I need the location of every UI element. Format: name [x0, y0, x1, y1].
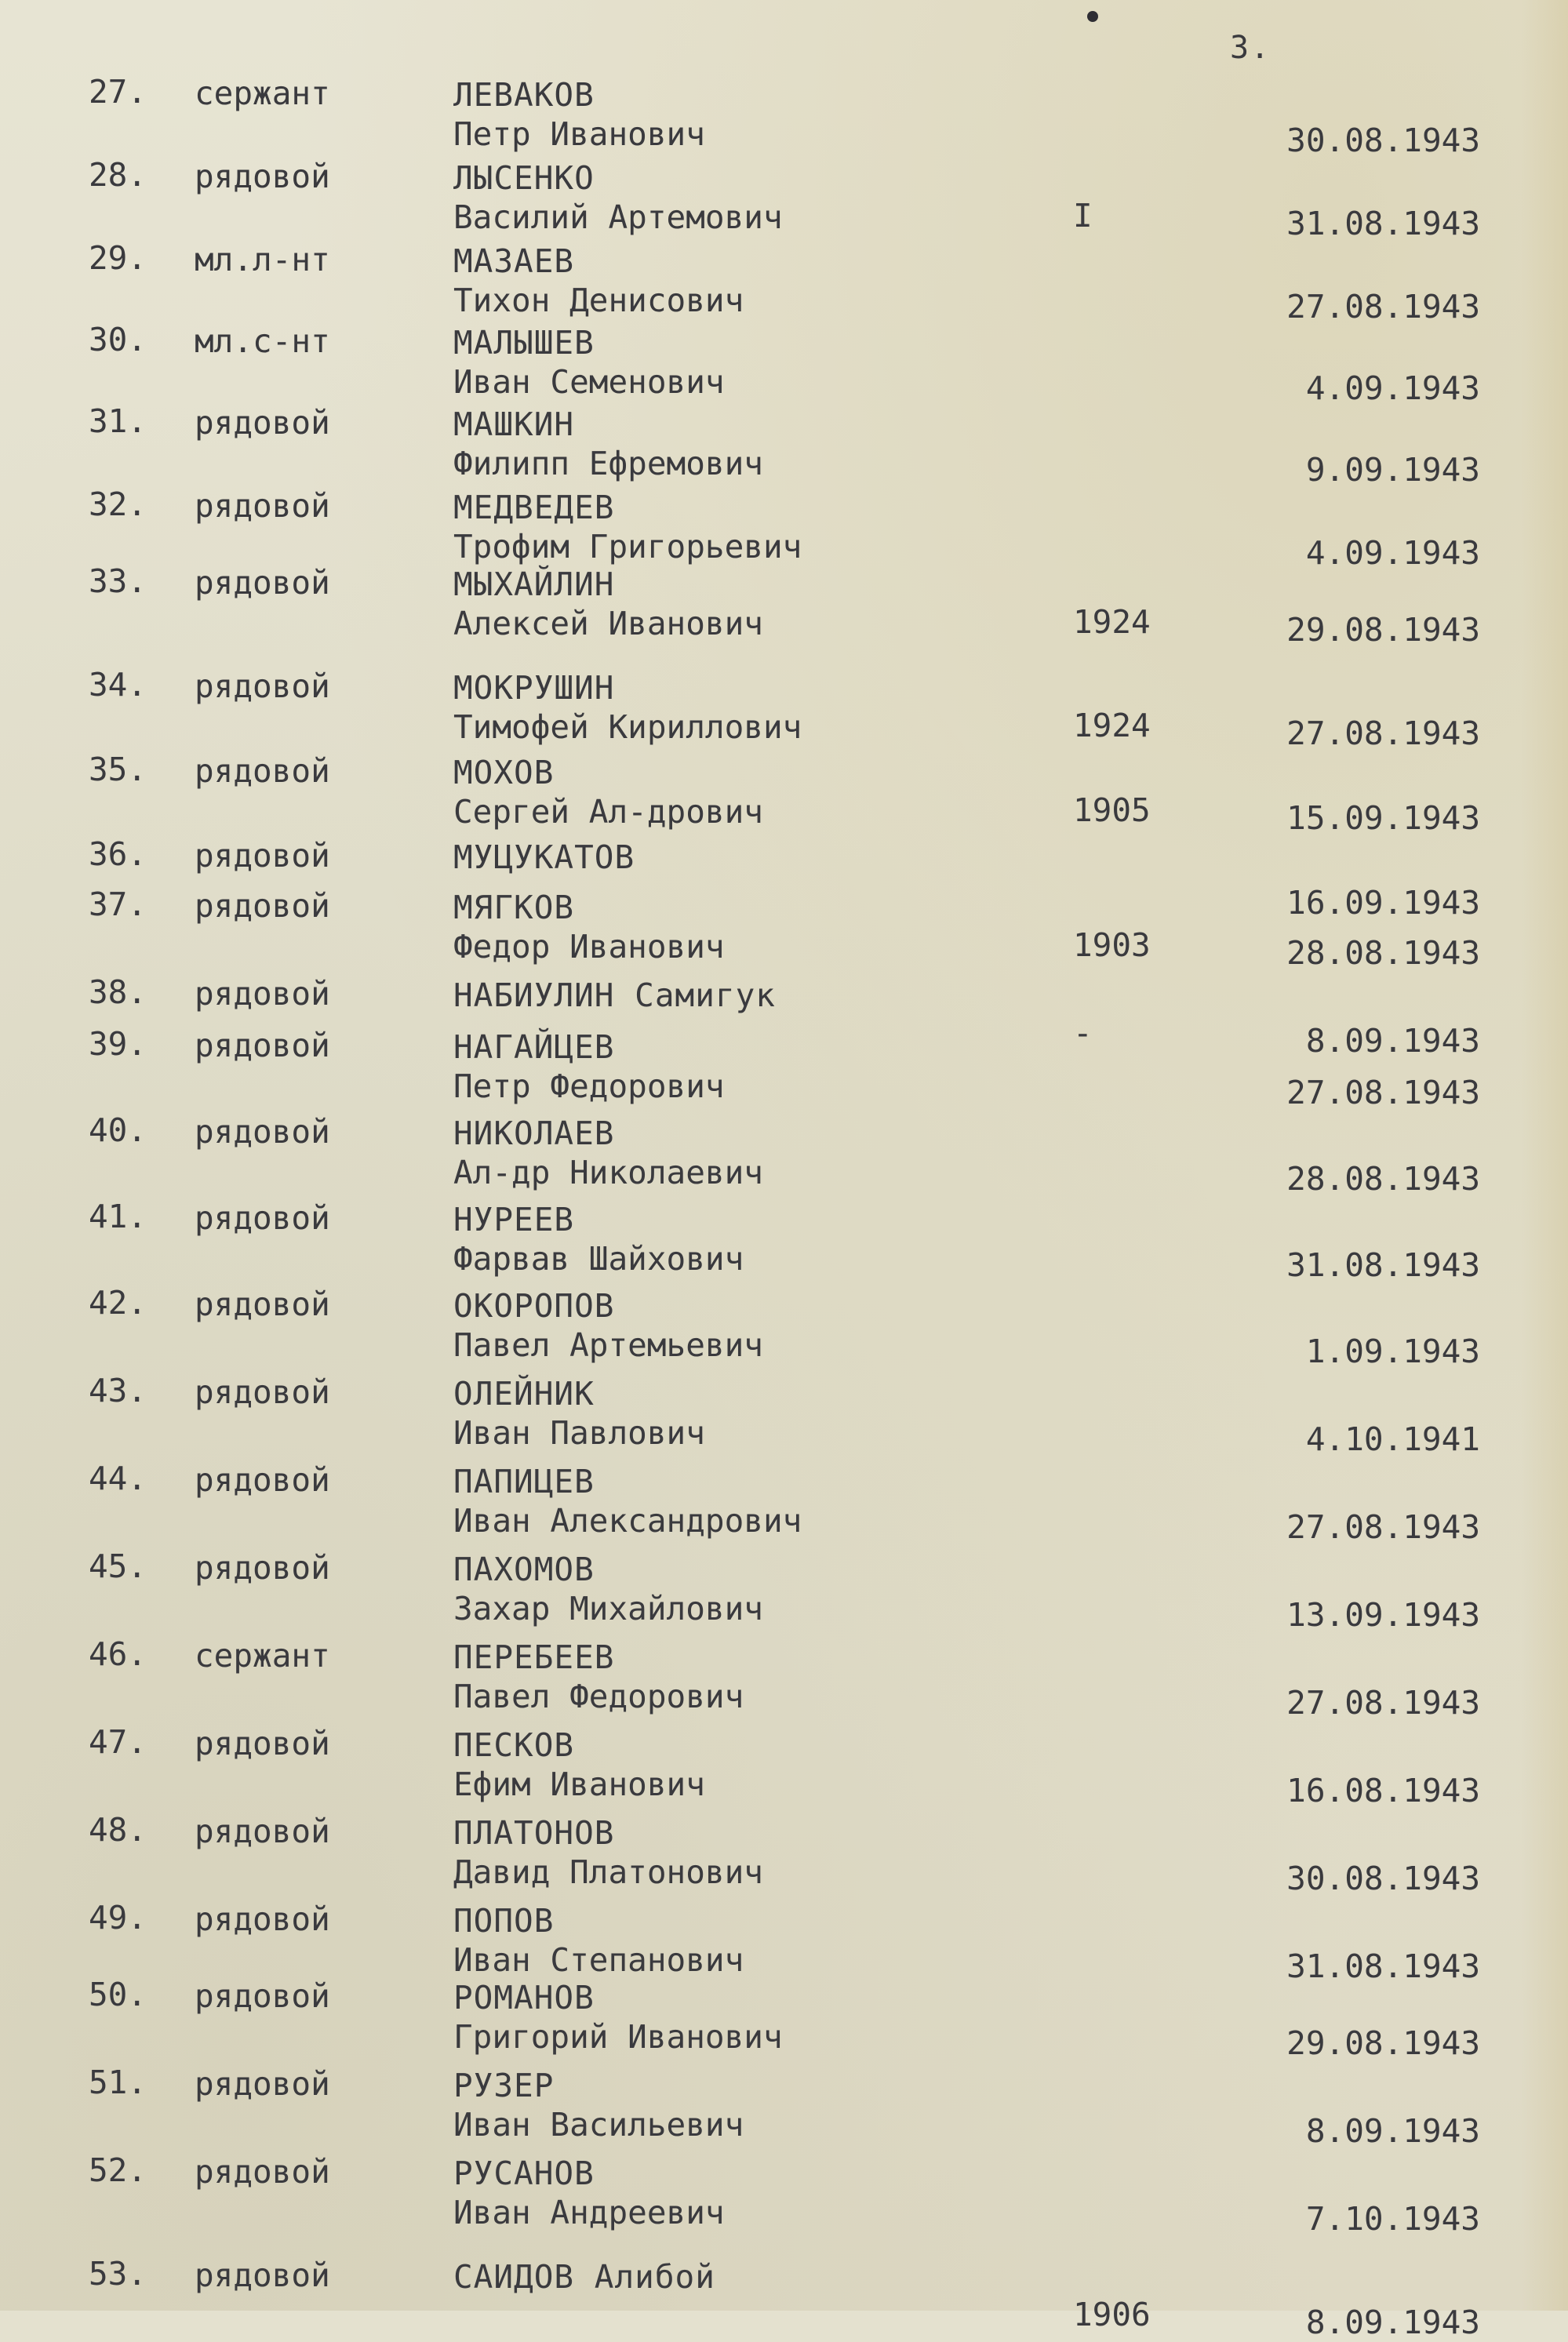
entry-surname: НУРЕЕВ	[453, 1201, 575, 1238]
entry-number: 48.	[89, 1811, 147, 1849]
entry-birth-year: 1903	[1073, 926, 1151, 964]
entry-birth-year: 1924	[1073, 603, 1151, 641]
entry-surname: МАШКИН	[453, 405, 575, 443]
entry-given-name: Ефим Иванович	[453, 1766, 705, 1803]
entry-rank: рядовой	[195, 2257, 330, 2294]
entry-surname: САИДОВ Алибой	[453, 2258, 715, 2296]
list-item	[0, 1635, 1568, 1721]
entry-given-name: Трофим Григорьевич	[453, 528, 802, 565]
entry-rank: рядовой	[195, 887, 330, 925]
entry-date: 31.08.1943	[1286, 1246, 1480, 1284]
entry-surname: РУСАНОВ	[453, 2155, 595, 2192]
entry-date: 31.08.1943	[1286, 205, 1480, 242]
list-item	[0, 402, 1568, 488]
entry-rank: рядовой	[195, 1725, 330, 1762]
entry-surname: ПАПИЦЕВ	[453, 1463, 595, 1500]
entry-given-name: Петр Федорович	[453, 1067, 725, 1105]
entry-number: 34.	[89, 666, 147, 704]
list-item	[0, 1722, 1568, 1809]
entry-given-name: Василий Артемович	[453, 198, 783, 236]
entry-rank: рядовой	[195, 158, 330, 195]
entry-rank: рядовой	[195, 1549, 330, 1587]
entry-number: 40.	[89, 1111, 147, 1149]
entry-given-name: Тихон Денисович	[453, 282, 744, 319]
entry-number: 27.	[89, 73, 147, 111]
entry-given-name: Филипп Ефремович	[453, 445, 763, 482]
entry-birth-year: 1905	[1073, 791, 1151, 829]
entry-birth-year: 1906	[1073, 2296, 1151, 2333]
entry-number: 30.	[89, 321, 147, 358]
list-item	[0, 1547, 1568, 1633]
list-item	[0, 485, 1568, 571]
entry-rank: рядовой	[195, 487, 330, 525]
entry-rank: рядовой	[195, 2153, 330, 2191]
entry-rank: рядовой	[195, 837, 330, 875]
entry-given-name: Иван Александрович	[453, 1502, 802, 1540]
entry-date: 29.08.1943	[1286, 611, 1480, 649]
entry-rank: рядовой	[195, 667, 330, 705]
list-item	[0, 665, 1568, 751]
entry-date: 27.08.1943	[1286, 288, 1480, 325]
entry-rank: рядовой	[195, 1286, 330, 1323]
entry-number: 51.	[89, 2064, 147, 2101]
entry-given-name: Захар Михайлович	[453, 1590, 763, 1627]
entry-date: 30.08.1943	[1286, 1860, 1480, 1897]
entry-given-name: Петр Иванович	[453, 115, 705, 153]
entry-date: 8.09.1943	[1305, 2304, 1480, 2341]
entry-rank: рядовой	[195, 975, 330, 1013]
entry-date: 4.10.1941	[1305, 1420, 1480, 1458]
entry-number: 39.	[89, 1025, 147, 1063]
entry-date: 1.09.1943	[1305, 1333, 1480, 1370]
entry-rank: мл.с-нт	[195, 322, 330, 360]
entry-rank: сержант	[195, 75, 330, 112]
entry-date: 4.09.1943	[1305, 534, 1480, 572]
entry-given-name: Ал-др Николаевич	[453, 1154, 763, 1191]
entry-birth-year: I	[1073, 197, 1093, 235]
entry-number: 44.	[89, 1460, 147, 1497]
list-item	[0, 155, 1568, 242]
entry-date: 27.08.1943	[1286, 1508, 1480, 1546]
entry-date: 30.08.1943	[1286, 122, 1480, 159]
entry-surname: ОЛЕЙНИК	[453, 1375, 595, 1413]
entry-rank: рядовой	[195, 2065, 330, 2103]
entry-date: 27.08.1943	[1286, 1074, 1480, 1111]
list-item	[0, 320, 1568, 406]
entry-surname: ПЕСКОВ	[453, 1726, 575, 1764]
list-item	[0, 1810, 1568, 1897]
list-item	[0, 1024, 1568, 1111]
entry-number: 41.	[89, 1198, 147, 1235]
entry-birth-year: 1924	[1073, 707, 1151, 744]
entry-surname: МОХОВ	[453, 754, 555, 791]
entry-date: 27.08.1943	[1286, 715, 1480, 752]
list-item	[0, 1371, 1568, 1457]
entry-date: 13.09.1943	[1286, 1596, 1480, 1634]
list-item	[0, 1111, 1568, 1197]
list-item	[0, 2063, 1568, 2149]
entry-date: 27.08.1943	[1286, 1684, 1480, 1722]
entry-surname: МЫХАЙЛИН	[453, 565, 615, 603]
entry-surname: МЯГКОВ	[453, 889, 575, 926]
entry-given-name: Иван Андреевич	[453, 2194, 725, 2231]
entry-rank: рядовой	[195, 1813, 330, 1850]
entry-given-name: Иван Семенович	[453, 363, 725, 401]
entry-number: 52.	[89, 2151, 147, 2189]
entry-number: 50.	[89, 1976, 147, 2013]
entry-given-name: Григорий Иванович	[453, 2018, 783, 2056]
entry-given-name: Иван Павлович	[453, 1414, 705, 1452]
list-item	[0, 1283, 1568, 1369]
entry-number: 32.	[89, 485, 147, 523]
entry-rank: рядовой	[195, 1199, 330, 1237]
entry-surname: НАБИУЛИН Самигук	[453, 976, 776, 1014]
entry-surname: ПАХОМОВ	[453, 1551, 595, 1588]
list-item	[0, 1975, 1568, 2061]
entry-rank: рядовой	[195, 564, 330, 602]
entry-date: 29.08.1943	[1286, 2024, 1480, 2062]
entry-given-name: Алексей Иванович	[453, 605, 763, 642]
entry-surname: ПЛАТОНОВ	[453, 1814, 615, 1852]
entry-date: 4.09.1943	[1305, 369, 1480, 407]
entry-number: 36.	[89, 835, 147, 873]
entry-date: 31.08.1943	[1286, 1947, 1480, 1985]
entry-rank: мл.л-нт	[195, 241, 330, 278]
entry-surname: РОМАНОВ	[453, 1979, 595, 2017]
entry-rank: рядовой	[195, 1113, 330, 1151]
list-item	[0, 1898, 1568, 1984]
list-item	[0, 72, 1568, 158]
entry-number: 42.	[89, 1284, 147, 1322]
entry-number: 38.	[89, 973, 147, 1011]
entry-rank: сержант	[195, 1637, 330, 1675]
page-number: 3.	[1230, 30, 1271, 66]
list-item	[0, 562, 1568, 648]
entry-surname: ЛЕВАКОВ	[453, 76, 595, 114]
entry-date: 7.10.1943	[1305, 2200, 1480, 2238]
entry-given-name: Павел Артемьевич	[453, 1326, 763, 1364]
entry-date: 8.09.1943	[1305, 1022, 1480, 1060]
list-item	[0, 750, 1568, 836]
entry-rank: рядовой	[195, 1373, 330, 1411]
entry-number: 31.	[89, 402, 147, 440]
entry-number: 37.	[89, 886, 147, 923]
list-item	[0, 1197, 1568, 1283]
list-item	[0, 238, 1568, 325]
entry-surname: МУЦУКАТОВ	[453, 838, 635, 876]
entry-number: 46.	[89, 1635, 147, 1673]
entry-given-name: Давид Платонович	[453, 1853, 763, 1891]
entry-number: 29.	[89, 239, 147, 277]
entry-given-name: Иван Васильевич	[453, 2106, 744, 2144]
entry-surname: ПОПОВ	[453, 1902, 555, 1940]
entry-surname: МАЛЫШЕВ	[453, 324, 595, 362]
entry-number: 53.	[89, 2255, 147, 2293]
entry-surname: НАГАЙЦЕВ	[453, 1028, 615, 1066]
entry-surname: ЛЫСЕНКО	[453, 159, 595, 197]
entry-surname: ПЕРЕБЕЕВ	[453, 1638, 615, 1676]
entry-date: 8.09.1943	[1305, 2112, 1480, 2150]
entry-rank: рядовой	[195, 1461, 330, 1499]
entry-given-name: Павел Федорович	[453, 1678, 744, 1715]
list-item	[0, 2254, 1568, 2340]
entry-number: 45.	[89, 1547, 147, 1585]
list-item	[0, 885, 1568, 971]
entry-date: 15.09.1943	[1286, 799, 1480, 837]
entry-surname: МОКРУШИН	[453, 669, 615, 707]
entry-number: 28.	[89, 156, 147, 194]
entry-rank: рядовой	[195, 1900, 330, 1938]
entry-surname: НИКОЛАЕВ	[453, 1115, 615, 1152]
entry-given-name: Сергей Ал-дрович	[453, 793, 763, 831]
entry-surname: МЕДВЕДЕВ	[453, 489, 615, 526]
entry-date: 28.08.1943	[1286, 934, 1480, 972]
entry-surname: РУЗЕР	[453, 2067, 555, 2104]
list-item	[0, 1459, 1568, 1545]
entry-number: 35.	[89, 751, 147, 788]
entry-date: 9.09.1943	[1305, 451, 1480, 489]
entry-given-name: Тимофей Кириллович	[453, 708, 802, 746]
list-item	[0, 2151, 1568, 2237]
entry-rank: рядовой	[195, 1977, 330, 2015]
entry-rank: рядовой	[195, 1027, 330, 1064]
entry-surname: МАЗАЕВ	[453, 242, 575, 280]
entry-number: 49.	[89, 1899, 147, 1937]
entry-number: 47.	[89, 1723, 147, 1761]
entry-given-name: Иван Степанович	[453, 1941, 744, 1979]
entry-rank: рядовой	[195, 404, 330, 442]
entry-surname: ОКОРОПОВ	[453, 1287, 615, 1325]
entry-rank: рядовой	[195, 752, 330, 790]
entry-birth-year: -	[1073, 1014, 1093, 1052]
entry-number: 33.	[89, 562, 147, 600]
entry-date: 16.09.1943	[1286, 884, 1480, 922]
entry-number: 43.	[89, 1372, 147, 1409]
entry-given-name: Фарвав Шайхович	[453, 1240, 744, 1278]
entry-date: 28.08.1943	[1286, 1160, 1480, 1198]
entry-date: 16.08.1943	[1286, 1772, 1480, 1809]
entry-given-name: Федор Иванович	[453, 928, 725, 966]
